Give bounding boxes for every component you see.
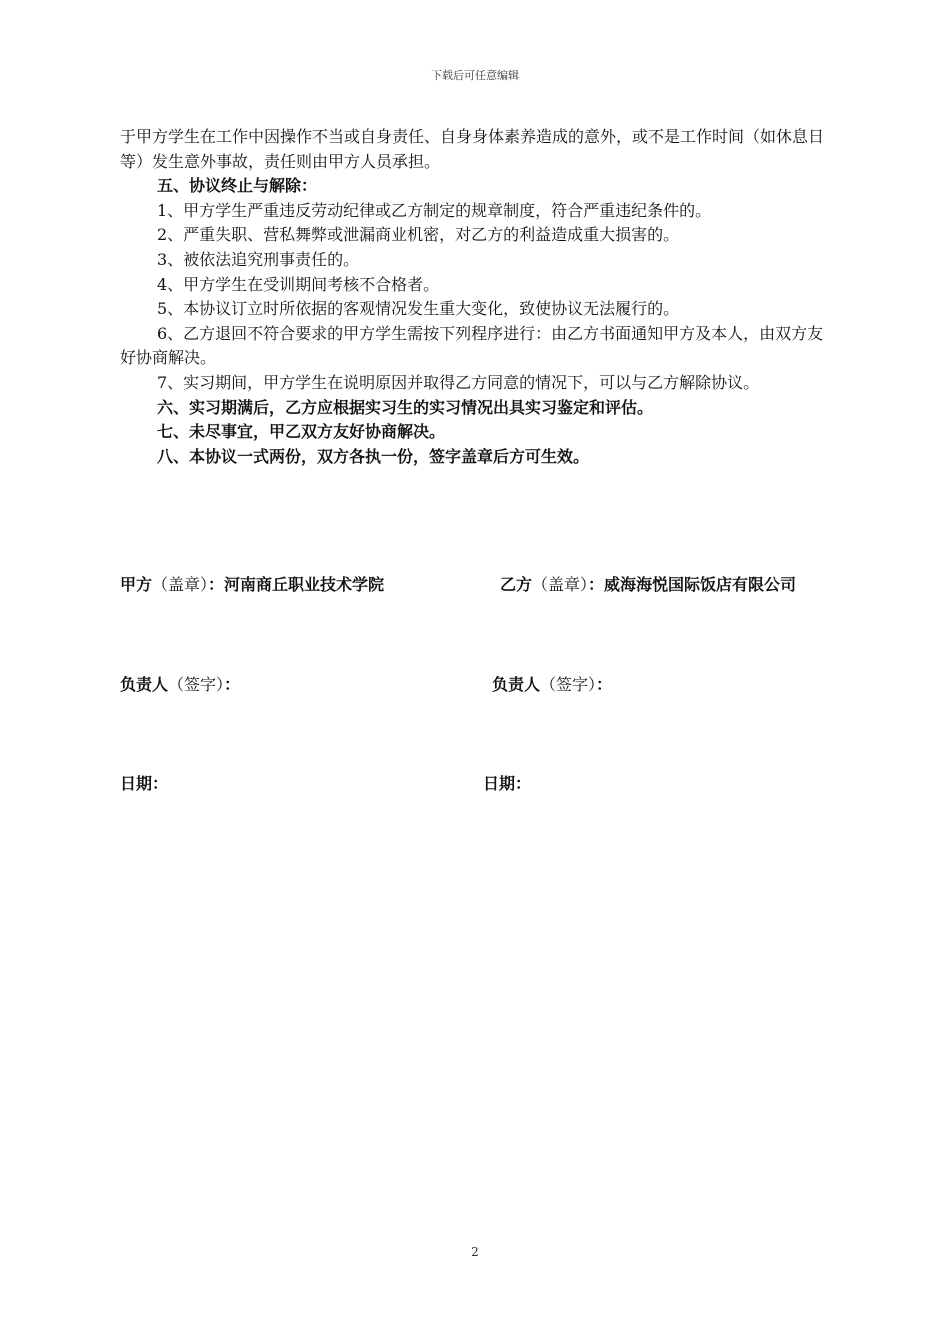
party-a-colon: ： (208, 575, 225, 594)
responsible-b-colon: ： (596, 675, 613, 694)
clause-3: 3、被依法追究刑事责任的。 (157, 249, 360, 269)
responsible-b-sign-note: （签字） (540, 675, 597, 694)
party-a-label: 甲方 (120, 575, 153, 594)
party-b-seal (500, 573, 840, 597)
party-a-name: 河南商丘职业技术学院 (224, 575, 385, 594)
party-b-colon: ： (588, 575, 605, 594)
clause-7: 7、实习期间，甲方学生在说明原因并取得乙方同意的情况下，可以与乙方解除协议。 (157, 372, 760, 392)
clause-1: 1、甲方学生严重违反劳动纪律或乙方制定的规章制度，符合严重违纪条件的。 (157, 200, 712, 220)
section-heading-7: 七、未尽事宜，甲乙双方友好协商解决。 (157, 422, 446, 442)
clause-5: 5、本协议订立时所依据的客观情况发生重大变化，致使协议无法履行的。 (157, 299, 680, 319)
clause-2: 2、严重失职、营私舞弊或泄漏商业机密，对乙方的利益造成重大损害的。 (157, 225, 680, 245)
party-a-seal-note: （盖章） (152, 575, 209, 594)
section-heading-8: 八、本协议一式两份，双方各执一份，签字盖章后方可生效。 (157, 446, 590, 466)
section-heading-5: 五、协议终止与解除： (157, 176, 318, 196)
party-b-label: 乙方 (500, 575, 533, 594)
responsible-a-sign-note: （签字） (168, 675, 225, 694)
paragraph-continuation: 于甲方学生在工作中因操作不当或自身责任、自身身体素养造成的意外，或不是工作时间（如休息日等）发生意外事故，责任则由甲方人员承担。 (120, 127, 825, 171)
responsible-b-label: 负责人 (492, 675, 541, 694)
party-b-name: 威海海悦国际饭店有限公司 (604, 575, 797, 594)
party-b-seal-note: （盖章） (532, 575, 589, 594)
agreement-body (120, 125, 832, 469)
page-header: 下载后可任意编辑 (431, 69, 519, 82)
clause-4: 4、甲方学生在受训期间考核不合格者。 (157, 274, 440, 294)
responsible-a (120, 673, 240, 697)
responsible-a-label: 负责人 (120, 675, 169, 694)
responsible-a-colon: ： (224, 675, 241, 694)
responsible-b (492, 673, 612, 697)
clause-6: 6、乙方退回不符合要求的甲方学生需按下列程序进行：由乙方书面通知甲方及本人，由双方友好协商解决。 (120, 323, 824, 368)
section-heading-6: 六、实习期满后，乙方应根据实习生的实习情况出具实习鉴定和评估。 (157, 397, 654, 417)
party-a-seal (120, 573, 465, 597)
page-number: 2 (471, 1245, 479, 1259)
date-b: 日期： (483, 774, 532, 793)
date-a: 日期： (120, 774, 169, 793)
